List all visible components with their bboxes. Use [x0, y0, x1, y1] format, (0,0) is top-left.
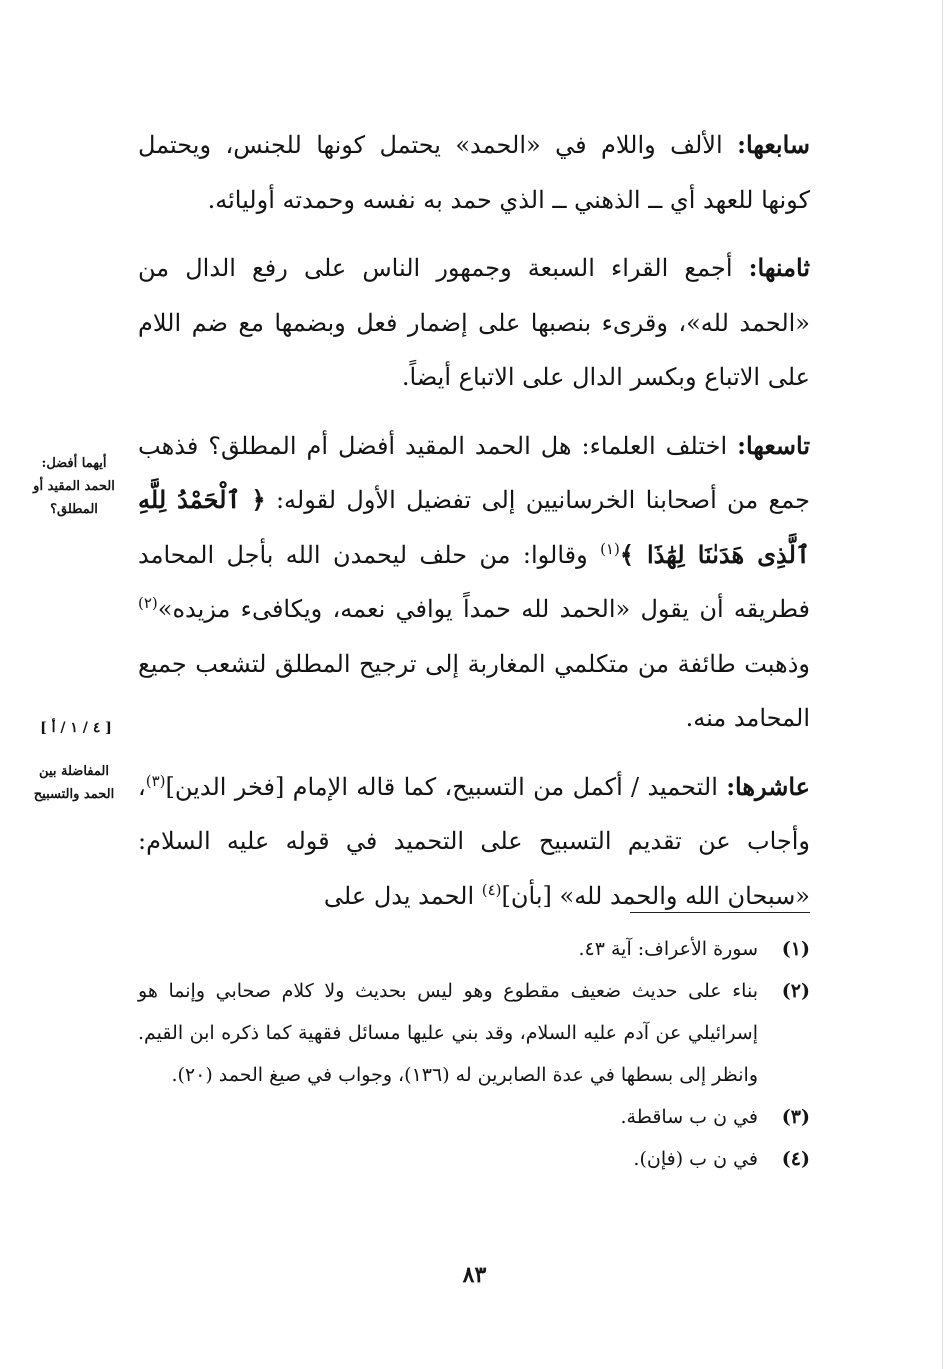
footnote-text: بناء على حديث ضعيف مقطوع وهو ليس بحديث ولا كلام صحابي وإنما هو إسرائيلي عن آدم عليه السلام، وقد بني عليها مسائل فقهية كما ذكره ابن القيم. وانظر إلى بسطها في عدة الصابرين له (١٣٦)، وجواب في صيغ الحمد (٢٠). [138, 980, 758, 1086]
footnote-number: (٤) [781, 1148, 810, 1170]
footnote-text: في ن ب (فإن). [633, 1148, 758, 1170]
footnote-item [138, 970, 810, 1096]
paragraph-text: وذهبت طائفة من متكلمي المغاربة إلى ترجيح المطلق لتشعب جميع المحامد منه. [138, 649, 810, 732]
main-text [138, 118, 810, 937]
paragraph-lead: سابعها: [737, 130, 810, 159]
paragraph-text: الحمد يدل على [323, 881, 482, 910]
paragraph-text: التحميد / أكمل من التسبيح، كما قاله الإمام [فخر الدين] [165, 772, 727, 801]
paragraph-eighth [138, 241, 810, 405]
margin-note-preference: أيهما أفضل: الحمد المقيد أو المطلق؟ [33, 456, 115, 517]
paragraph-lead: تاسعها: [737, 430, 811, 460]
quran-verse: ﴿ ٱلْحَمْدُ لِلَّهِ ٱلَّذِى هَدَىٰنَا لِهَٰذَا ﴾ [138, 485, 811, 569]
footnote-number: (٢) [781, 980, 810, 1002]
footnote-number: (١) [781, 938, 810, 960]
paragraph-lead: ثامنها: [748, 253, 810, 282]
paragraph-text: اختلف العلماء: هل الحمد المقيد أفضل أم المطلق؟ فذهب جمع من أصحابنا الخرسانيين إلى تفضيل الأول لقوله: [138, 431, 810, 514]
margin-note-comparison: المفاضلة بين الحمد والتسبيح [33, 764, 115, 802]
footnote-separator [630, 912, 810, 913]
paragraph-text: ، وأجاب عن تقديم التسبيح على التحميد في قوله عليه السلام: «سبحان الله والحمد لله» [بأن] [138, 772, 810, 910]
footnote-ref[interactable]: (٢) [138, 594, 158, 612]
footnote-text: في ن ب ساقطة. [620, 1106, 758, 1128]
footnote-item [138, 1138, 810, 1180]
page-number: ٨٣ [462, 1262, 487, 1288]
paragraph-text: وقالوا: من حلف ليحمدن الله بأجل المحامد فطريقه أن يقول «الحمد لله حمداً يوافي نعمه، ويكافىء مزيده» [138, 540, 810, 623]
paragraph-tenth [138, 760, 810, 924]
footnote-ref[interactable]: (٣) [145, 771, 166, 790]
footnote-item [138, 928, 810, 970]
footnote-number: (٣) [781, 1106, 810, 1128]
footnote-item [138, 1096, 810, 1138]
paragraph-seventh [138, 118, 810, 227]
paragraph-ninth [138, 419, 810, 746]
footnote-ref[interactable]: (١) [600, 539, 620, 558]
manuscript-folio-marker: [ ٤ / ١ / أ ] [40, 720, 112, 736]
paragraph-lead: عاشرها: [726, 771, 810, 801]
page-edge-line [942, 0, 943, 1369]
footnote-text: سورة الأعراف: آية ٤٣. [578, 938, 758, 960]
paragraph-text: الألف واللام في «الحمد» يحتمل كونها للجنس، ويحتمل كونها للعهد أي ــ الذهني ــ الذي حمد به نفسه وحمدته أوليائه. [138, 131, 810, 214]
footnotes [138, 928, 810, 1180]
paragraph-text: أجمع القراء السبعة وجمهور الناس على رفع الدال من «الحمد لله»، وقرىء بنصبها على إضمار فعل وبضمها مع ضم اللام على الاتباع وبكسر الدال على الاتباع أيضاً. [138, 254, 810, 391]
footnote-ref[interactable]: (٤) [481, 880, 502, 899]
